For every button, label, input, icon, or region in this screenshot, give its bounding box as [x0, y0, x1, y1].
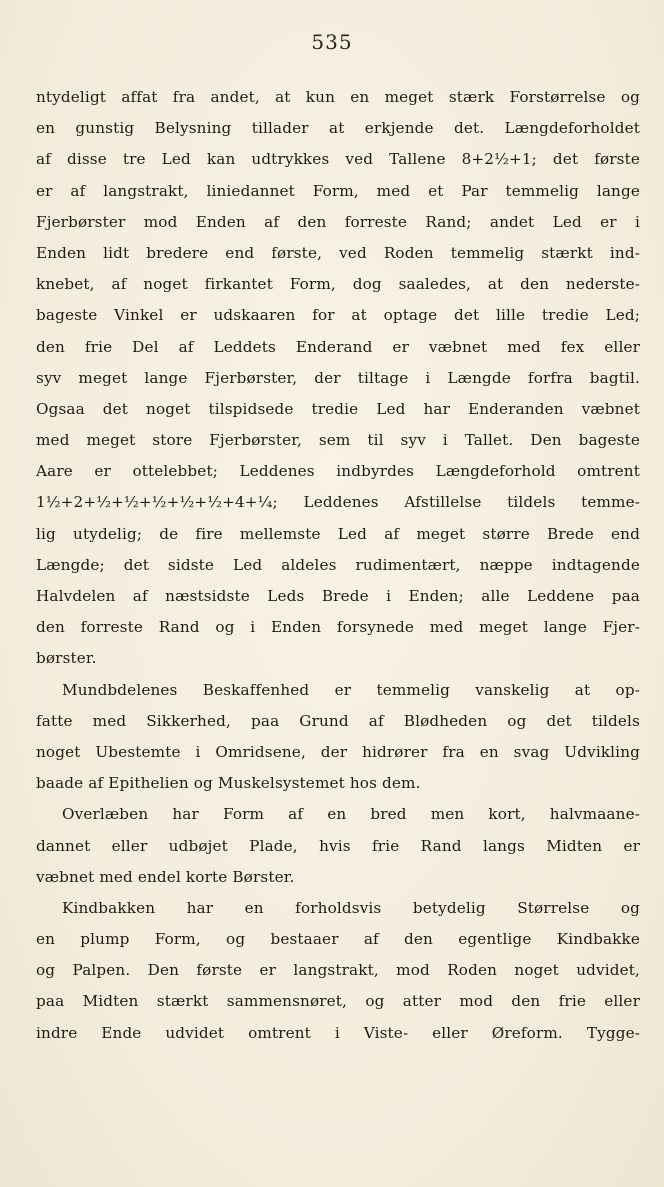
- text-line: en gunstig Belysning tillader at erkjende det. Længdeforholdet: [36, 119, 640, 138]
- text-line: noget Ubestemte i Omridsene, der hidrører fra en svag Udvikling: [36, 742, 640, 761]
- text-line: Fjerbørster mod Enden af den forreste Rand; andet Led er i: [36, 212, 640, 231]
- text-line: indre Ende udvidet omtrent i Viste- eller Øreform. Tygge-: [36, 1023, 640, 1042]
- text-line: Mundbdelenes Beskaffenhed er temmelig vanskelig at op-: [62, 680, 640, 699]
- text-line: ntydeligt affat fra andet, at kun en meget stærk Forstørrelse og: [36, 88, 640, 106]
- text-line: fatte med Sikkerhed, paa Grund af Blødheden og det tildels: [36, 711, 640, 730]
- text-line: den frie Del af Leddets Enderand er væbnet med fex eller: [36, 337, 640, 356]
- text-line: med meget store Fjerbørster, sem til syv i Tallet. Den bageste: [36, 431, 640, 450]
- text-line: lig utydelig; de fire mellemste Led af meget større Brede end: [36, 524, 640, 543]
- text-line: knebet, af noget firkantet Form, dog saaledes, at den nederste-: [36, 275, 640, 294]
- text-line: af disse tre Led kan udtrykkes ved Tallene 8+2½+1; det første: [36, 150, 640, 169]
- text-line: Enden lidt bredere end første, ved Roden temmelig stærkt ind-: [36, 243, 640, 262]
- text-line: 1½+2+½+½+½+½+½+4+¼; Leddenes Afstillelse tildels temme-: [36, 493, 640, 512]
- text-line: Halvdelen af næstsidste Leds Brede i Enden; alle Leddene paa: [36, 587, 640, 605]
- text-line: syv meget lange Fjerbørster, der tiltage i Længde forfra bagtil.: [36, 368, 640, 387]
- page-number: 535: [311, 30, 353, 54]
- text-line: og Palpen. Den første er langstrakt, mod Roden noget udvidet,: [36, 961, 640, 980]
- text-line: er af langstrakt, liniedannet Form, med et Par temmelig lange: [36, 181, 640, 200]
- text-line: Aare er ottelebbet; Leddenes indbyrdes Længdeforhold omtrent: [36, 462, 640, 481]
- text-line: Ogsaa det noget tilspidsede tredie Led har Enderanden væbnet: [36, 399, 640, 418]
- text-line: Længde; det sidste Led aldeles rudimentært, næppe indtagende: [36, 555, 640, 574]
- text-line: dannet eller udbøjet Plade, hvis frie Rand langs Midten er: [36, 836, 640, 855]
- text-line: væbnet med endel korte Børster.: [36, 867, 295, 886]
- body-text: [36, 82, 640, 1049]
- text-line: baade af Epithelien og Muskelsystemet hos dem.: [36, 774, 421, 793]
- text-line: en plump Form, og bestaaer af den egentlige Kindbakke: [36, 930, 640, 949]
- text-line: Overlæben har Form af en bred men kort, halvmaane-: [62, 805, 640, 824]
- text-line: den forreste Rand og i Enden forsynede med meget lange Fjer-: [36, 618, 640, 637]
- text-line: bageste Vinkel er udskaaren for at optage det lille tredie Led;: [36, 306, 640, 325]
- text-line: paa Midten stærkt sammensnøret, og atter mod den frie eller: [36, 992, 640, 1011]
- text-line: børster.: [36, 649, 97, 668]
- text-line: Kindbakken har en forholdsvis betydelig Størrelse og: [62, 898, 640, 917]
